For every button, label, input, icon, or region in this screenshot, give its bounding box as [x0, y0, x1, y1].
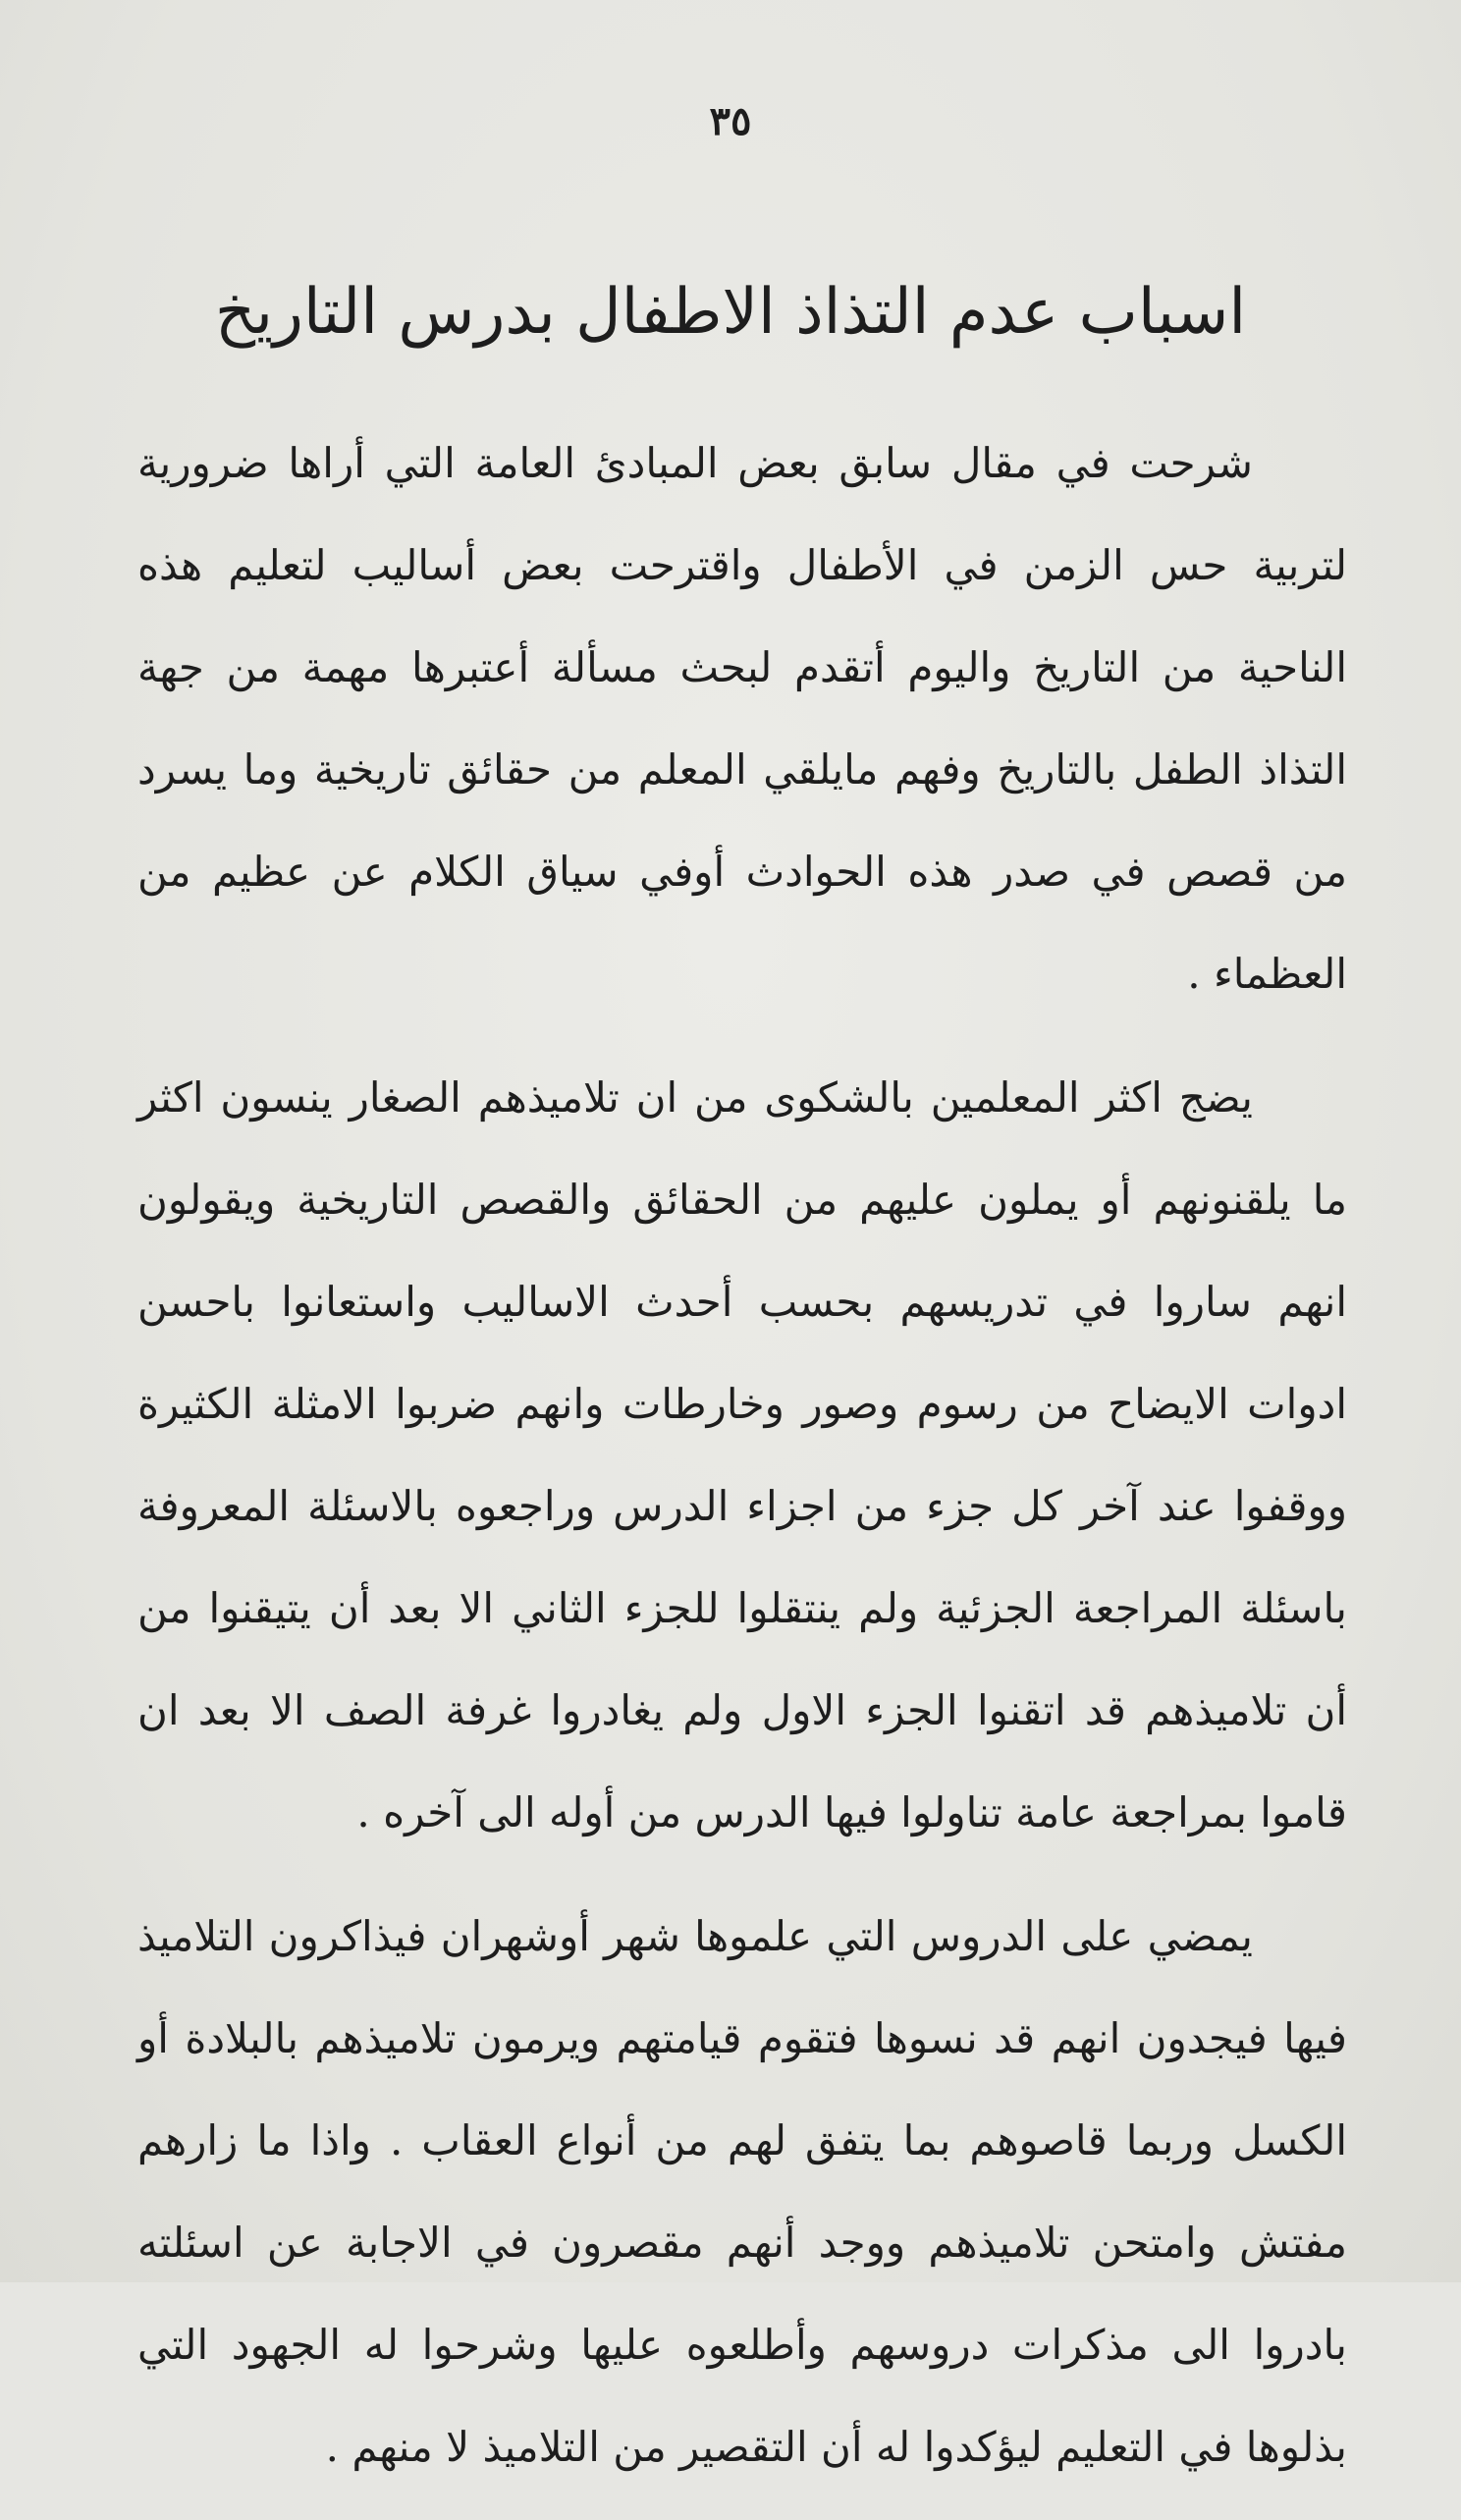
- page-number: ٣٥: [709, 98, 752, 144]
- paragraph-1: شرحت في مقال سابق بعض المبادئ العامة التي أراها ضرورية لتربية حس الزمن في الأطفال واقترحت بعض أساليب لتعليم هذه الناحية من التاريخ واليوم أتقدم لبحث مسألة أعتبرها مهمة من جهة التذاذ الطفل بالتاريخ وفهم مايلقي المعلم من حقائق تاريخية وما يسرد من قصص في صدر هذه الحوادث أوفي سياق الكلام عن عظيم من العظماء .: [137, 439, 1347, 998]
- chapter-title: اسباب عدم التذاذ الاطفال بدرس التاريخ: [214, 276, 1247, 349]
- paragraph-3: يمضي على الدروس التي علموها شهر أوشهران فيذاكرون التلاميذ فيها فيجدون انهم قد نسوها فتقوم قيامتهم ويرمون تلاميذهم بالبلادة أو الكسل وربما قاصوهم بما يتفق لهم من أنواع العقاب . واذا ما زارهم مفتش وامتحن تلاميذهم ووجد أنهم مقصرون في الاجابة عن اسئلته بادروا الى مذكرات دروسهم وأطلعوه عليها وشرحوا له الجهود التي بذلوها في التعليم ليؤكدوا له أن التقصير من التلاميذ لا منهم .: [137, 1912, 1347, 2471]
- body-text: [137, 412, 1347, 2520]
- paragraph-2: يضج اكثر المعلمين بالشكوى من ان تلاميذهم الصغار ينسون اكثر ما يلقنونهم أو يملون عليهم من الحقائق والقصص التاريخية ويقولون انهم ساروا في تدريسهم بحسب أحدث الاساليب واستعانوا باحسن ادوات الايضاح من رسوم وصور وخارطات وانهم ضربوا الامثلة الكثيرة ووقفوا عند آخر كل جزء من اجزاء الدرس وراجعوه بالاسئلة المعروفة باسئلة المراجعة الجزئية ولم ينتقلوا للجزء الثاني الا بعد أن يتيقنوا من أن تلاميذهم قد اتقنوا الجزء الاول ولم يغادروا غرفة الصف الا بعد ان قاموا بمراجعة عامة تناولوا فيها الدرس من أوله الى آخره .: [137, 1073, 1347, 1836]
